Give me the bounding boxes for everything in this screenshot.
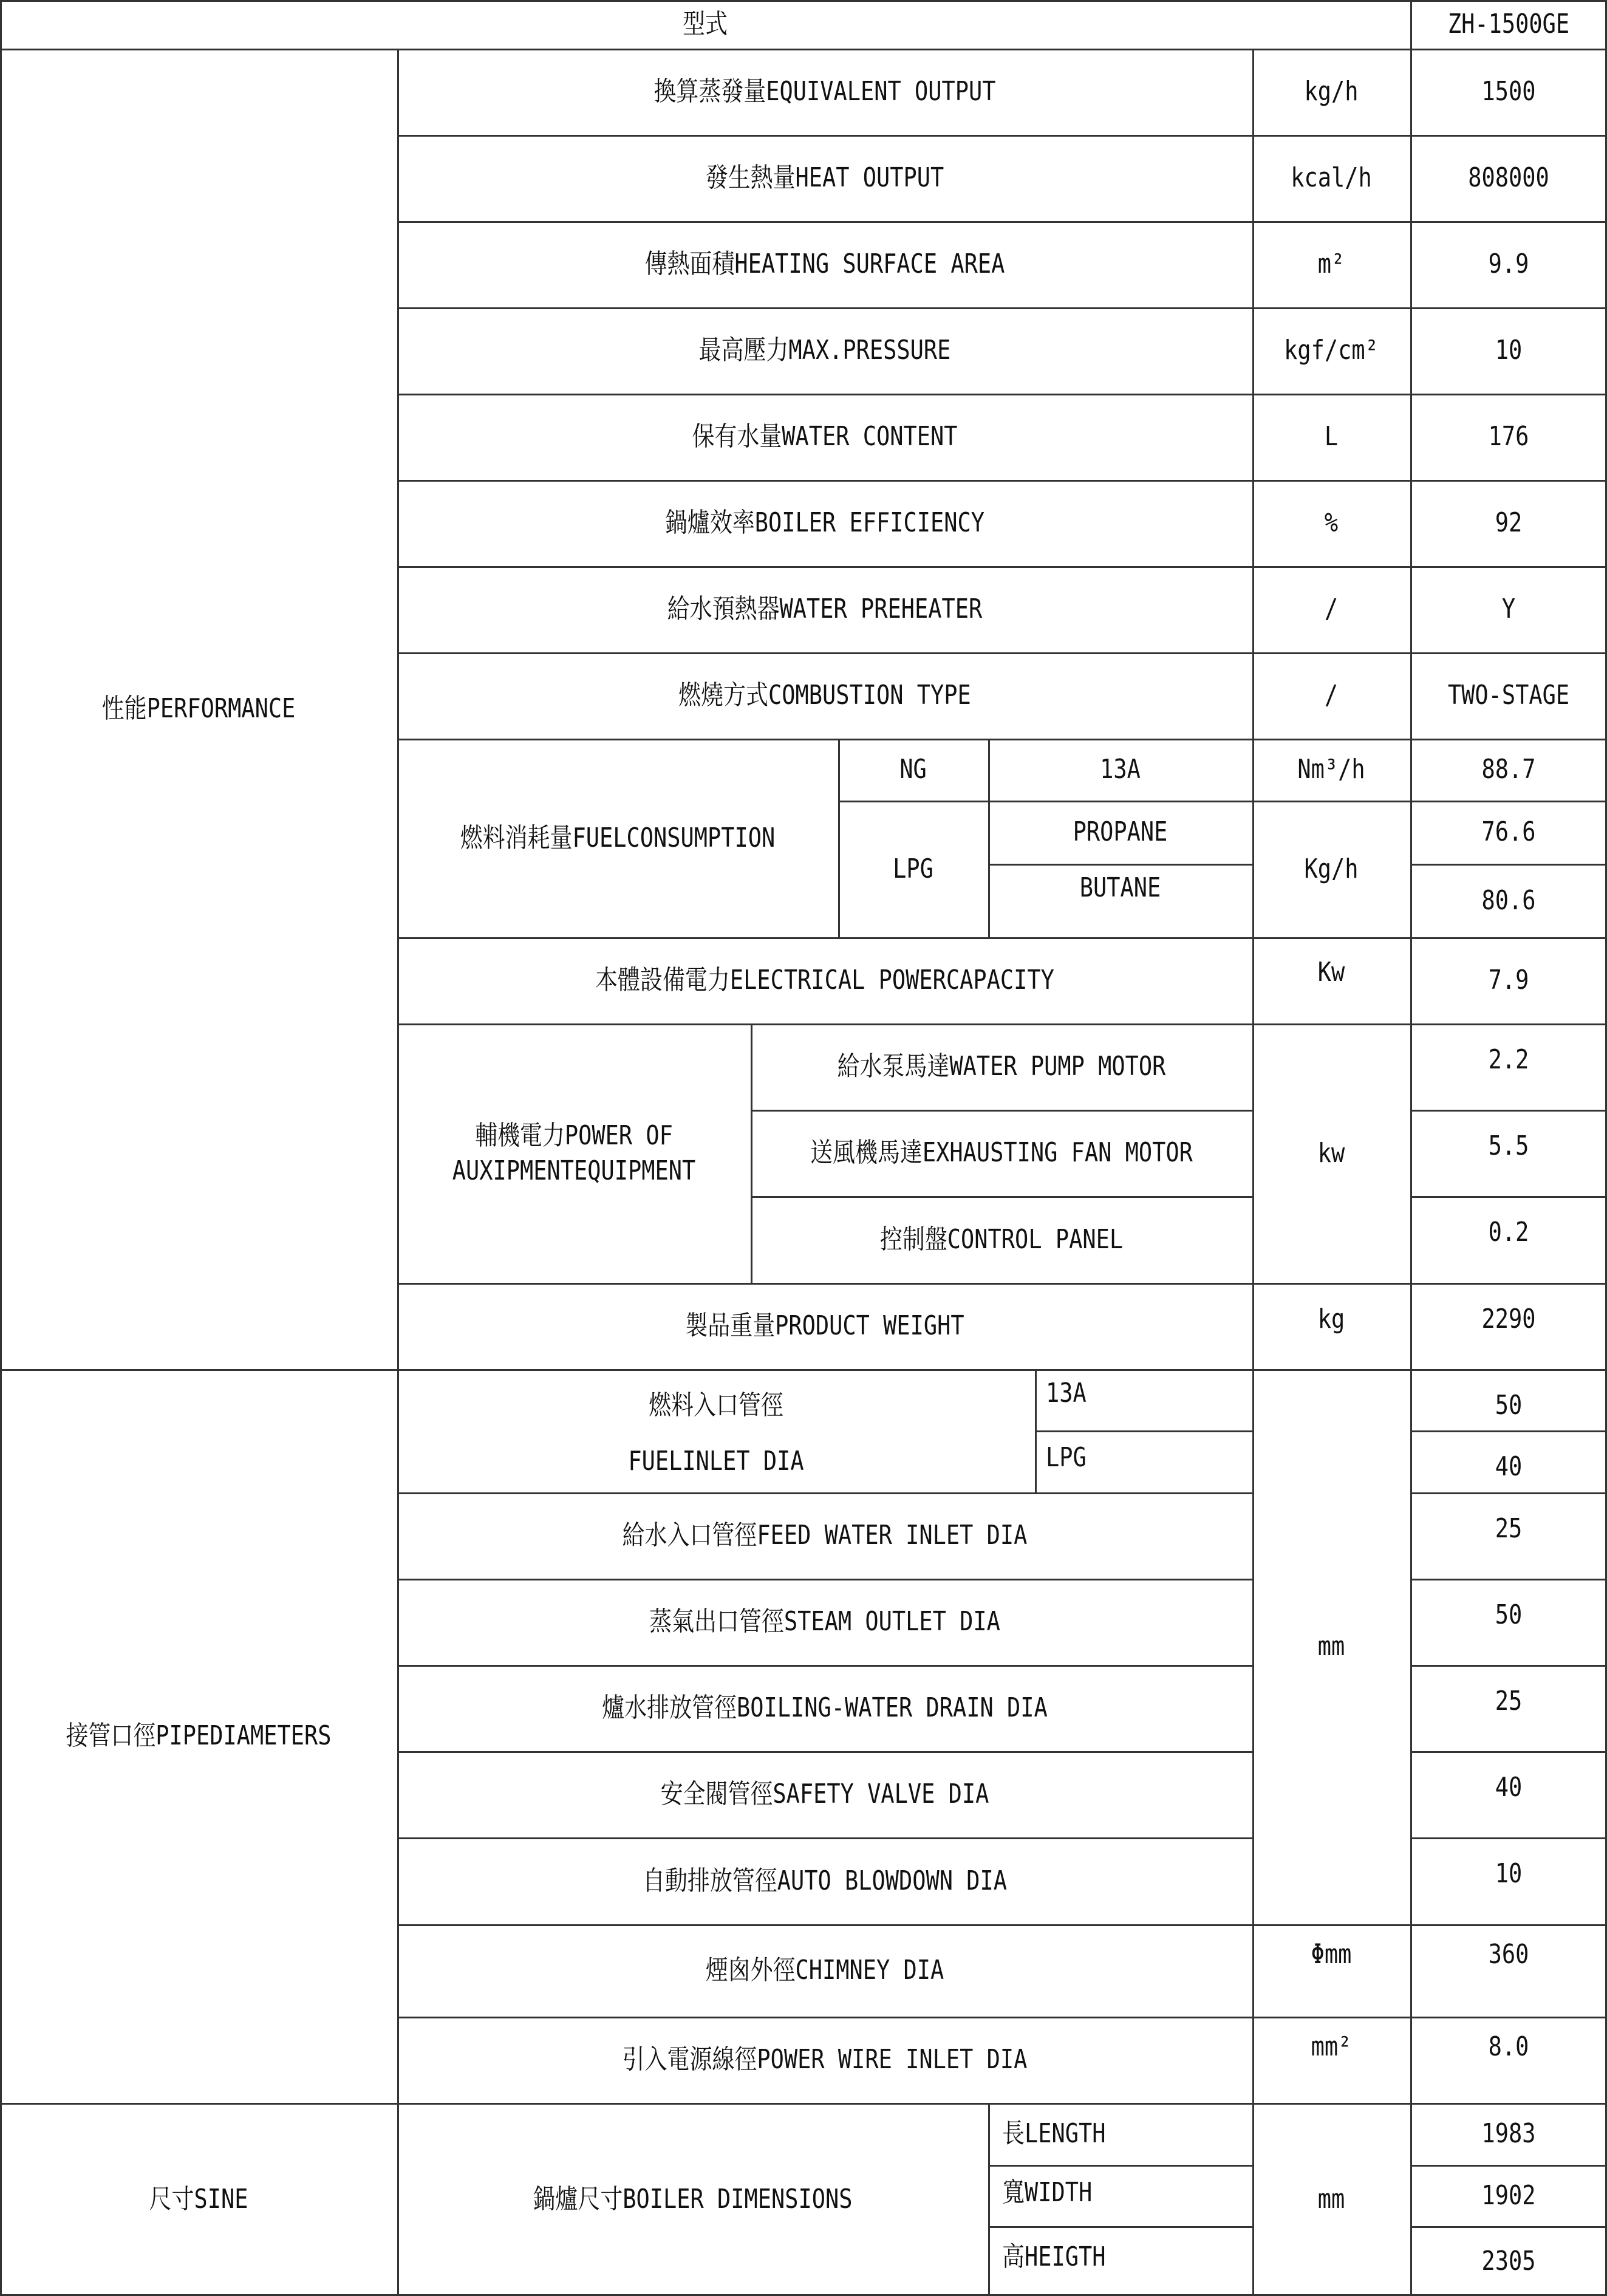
aux-panel-label: 控制盤CONTROL PANEL [879,1223,1124,1255]
aux-pump-value: 2.2 [1488,1044,1529,1075]
fuel-lpg-butane: BUTANE [1079,872,1161,903]
rule [988,2103,990,2296]
model-value: ZH-1500GE [1447,9,1570,39]
fuel-inlet-13a-value: 50 [1495,1390,1523,1421]
fuel-lpg-propane: PROPANE [1073,816,1168,847]
fuel-inlet-lpg: LPG [1046,1442,1087,1473]
heating-surface-value: 9.9 [1488,248,1529,279]
auxiliary-power-label: 輔機電力POWER OF AUXIPMENTEQUIPMENT [452,1119,696,1186]
aux-panel-value: 0.2 [1488,1217,1529,1248]
feed-water-inlet-value: 25 [1495,1513,1523,1544]
rule [1252,49,1254,2296]
dimension-length: 長LENGTH [1002,2118,1106,2149]
auto-blowdown-label: 自動排放管徑AUTO BLOWDOWN DIA [642,1865,1008,1896]
equivalent-output-value: 1500 [1481,76,1536,107]
feed-water-inlet-label: 給水入口管徑FEED WATER INLET DIA [622,1520,1028,1551]
water-content-unit: L [1324,421,1339,452]
heating-surface-label: 傳熱面積HEATING SURFACE AREA [644,248,1005,279]
rule [1410,0,1412,2296]
boiler-efficiency-label: 鍋爐效率BOILER EFFICIENCY [664,507,985,538]
rule [988,739,990,938]
electrical-capacity-unit: Kw [1317,956,1345,988]
boiler-efficiency-value: 92 [1495,507,1523,538]
power-wire-label: 引入電源線徑POWER WIRE INLET DIA [622,2044,1028,2075]
dimension-height: 高HEIGTH [1002,2241,1106,2272]
fuel-inlet-lpg-value: 40 [1495,1451,1523,1482]
product-weight-unit: kg [1317,1303,1345,1334]
rule [751,1023,752,1283]
pipe-unit: mm [1317,1631,1345,1662]
heating-surface-unit: m² [1317,248,1345,279]
aux-fan-value: 5.5 [1488,1130,1529,1161]
section-pipe-diameters: 接管口徑PIPEDIAMETERS [66,1720,332,1751]
combustion-type-label: 燃燒方式COMBUSTION TYPE [678,680,971,711]
product-weight-value: 2290 [1481,1303,1536,1334]
fuel-inlet-zh: 燃料入口管徑 [649,1390,783,1421]
fuel-propane-value: 76.6 [1481,816,1536,847]
fuel-inlet-en: FUELINLET DIA [628,1446,804,1477]
aux-unit: kw [1317,1137,1345,1169]
fuel-lpg-unit: Kg/h [1304,853,1359,884]
aux-pump-label: 給水泵馬達WATER PUMP MOTOR [837,1051,1166,1082]
dimension-width: 寬WIDTH [1002,2177,1093,2208]
dimension-height-value: 2305 [1481,2245,1536,2277]
dimension-length-value: 1983 [1481,2118,1536,2149]
section-size: 尺寸SINE [149,2184,248,2215]
water-preheater-value: Y [1501,593,1516,624]
boiler-dimensions-label: 鍋爐尺寸BOILER DIMENSIONS [533,2184,853,2215]
product-weight-label: 製品重量PRODUCT WEIGHT [685,1310,964,1341]
section-performance: 性能PERFORMANCE [101,693,296,724]
heat-output-label: 發生熱量HEAT OUTPUT [705,162,944,193]
max-pressure-label: 最高壓力MAX.PRESSURE [698,335,951,366]
fuel-ng-gas: 13A [1100,754,1141,785]
drain-label: 爐水排放管徑BOILING-WATER DRAIN DIA [602,1692,1048,1723]
power-wire-value: 8.0 [1488,2031,1529,2062]
water-preheater-label: 給水預熱器WATER PREHEATER [667,593,983,624]
heat-output-unit: kcal/h [1291,162,1372,193]
chimney-label: 煙囪外徑CHIMNEY DIA [705,1955,944,1986]
electrical-capacity-value: 7.9 [1488,965,1529,996]
dimension-width-value: 1902 [1481,2180,1536,2211]
water-preheater-unit: / [1324,593,1339,624]
dimensions-unit: mm [1317,2184,1345,2215]
water-content-value: 176 [1488,421,1529,452]
equivalent-output-unit: kg/h [1304,76,1359,107]
power-wire-unit: mm² [1311,2031,1352,2062]
safety-valve-label: 安全閥管徑SAFETY VALVE DIA [660,1778,989,1809]
fuel-ng-unit: Nm³/h [1297,754,1365,785]
chimney-unit: Φmm [1311,1939,1352,1970]
boiler-efficiency-unit: % [1324,507,1339,538]
max-pressure-unit: kgf/cm² [1284,335,1379,366]
rule [838,739,840,938]
fuel-lpg-type: LPG [893,853,933,884]
rule [397,49,399,2296]
heat-output-value: 808000 [1468,162,1549,193]
rule-left [0,0,2,2296]
safety-valve-value: 40 [1495,1772,1523,1803]
fuel-ng-type: NG [899,754,927,785]
aux-fan-label: 送風機馬達EXHAUSTING FAN MOTOR [810,1137,1193,1168]
fuel-consumption-label: 燃料消耗量FUELCONSUMPTION [460,822,776,853]
electrical-capacity-label: 本體設備電力ELECTRICAL POWERCAPACITY [595,965,1054,996]
fuel-butane-value: 80.6 [1481,884,1536,916]
equivalent-output-label: 換算蒸發量EQUIVALENT OUTPUT [653,76,996,107]
chimney-value: 360 [1488,1939,1529,1970]
drain-value: 25 [1495,1686,1523,1717]
auto-blowdown-value: 10 [1495,1858,1523,1889]
combustion-type-value: TWO-STAGE [1447,680,1570,711]
model-label: 型式 [683,9,728,39]
fuel-ng-value: 88.7 [1481,754,1536,785]
water-content-label: 保有水量WATER CONTENT [692,421,958,452]
fuel-inlet-13a: 13A [1046,1378,1087,1409]
steam-outlet-label: 蒸氣出口管徑STEAM OUTLET DIA [649,1606,1000,1637]
steam-outlet-value: 50 [1495,1599,1523,1630]
combustion-type-unit: / [1324,680,1339,711]
max-pressure-value: 10 [1495,335,1523,366]
